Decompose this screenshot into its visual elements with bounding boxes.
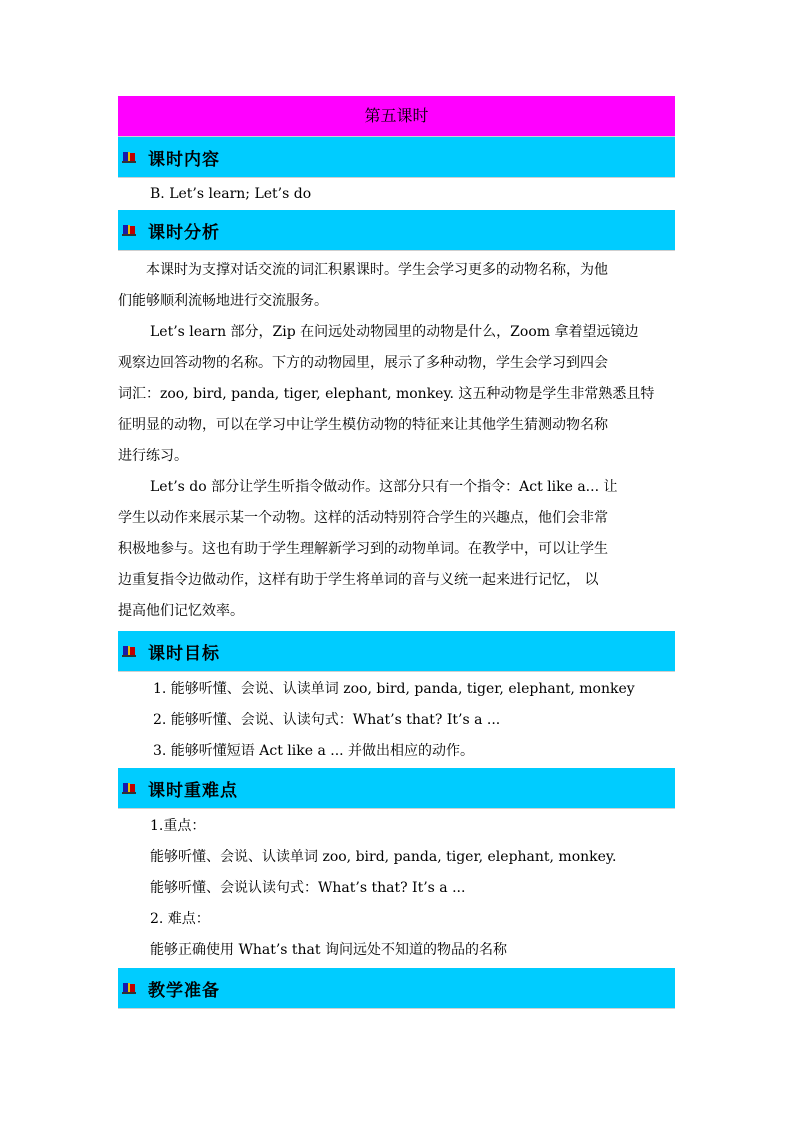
goals-list <box>118 672 675 768</box>
analysis-line: 进行练习。 <box>118 448 188 464</box>
section-header-keypoints <box>118 768 675 809</box>
page-title: 第五课时 <box>118 96 675 137</box>
analysis-line: 积极地参与。这也有助于学生理解新学习到的动物单词。在教学中，可以让学生 <box>118 541 608 557</box>
keypoint-line: 2. 难点： <box>150 911 210 927</box>
keypoint-line: 能够听懂、会说、认读单词 zoo, bird, panda, tiger, elephant, monkey. <box>150 849 617 865</box>
section-title: 课时内容 <box>148 149 220 170</box>
book-stack-icon <box>122 150 136 164</box>
goal-item: 3. 能够听懂短语 Act like a ... 并做出相应的动作。 <box>153 743 475 759</box>
keypoints-list <box>118 809 675 968</box>
section-title: 课时分析 <box>148 222 220 243</box>
analysis-line: 词汇：zoo, bird, panda, tiger, elephant, monkey. 这五种动物是学生非常熟悉且特 <box>118 386 655 402</box>
book-stack-icon <box>122 981 136 995</box>
analysis-line: 边重复指令边做动作，这样有助于学生将单词的音与义统一起来进行记忆， 以 <box>118 572 599 588</box>
section-title: 教学准备 <box>148 980 220 1001</box>
analysis-line: 学生以动作来展示某一个动物。这样的活动特别符合学生的兴趣点，他们会非常 <box>118 510 608 526</box>
section-header-analysis <box>118 210 675 251</box>
section-title: 课时目标 <box>148 643 220 664</box>
section-header-prep <box>118 968 675 1009</box>
keypoint-line: 能够听懂、会说认读句式：What’s that? It’s a ... <box>150 880 466 896</box>
document-page <box>118 96 675 1009</box>
analysis-line: 本课时为支撑对话交流的词汇积累课时。学生会学习更多的动物名称，为他 <box>146 262 608 278</box>
book-stack-icon <box>122 644 136 658</box>
section-header-content <box>118 137 675 178</box>
keypoint-line: 能够正确使用 What’s that 询问远处不知道的物品的名称 <box>150 942 507 958</box>
analysis-line: 观察边回答动物的名称。下方的动物园里，展示了多种动物，学生会学习到四会 <box>118 355 608 371</box>
goal-item: 2. 能够听懂、会说、认读句式：What’s that? It’s a ... <box>153 712 501 728</box>
analysis-line: Let’s do 部分让学生听指令做动作。这部分只有一个指令：Act like a... 让 <box>150 479 618 495</box>
content-line: B. Let’s learn; Let’s do <box>150 186 312 202</box>
book-stack-icon <box>122 781 136 795</box>
analysis-paragraphs <box>118 251 675 631</box>
analysis-line: 征明显的动物，可以在学习中让学生模仿动物的特征来让其他学生猜测动物名称 <box>118 417 608 433</box>
book-stack-icon <box>122 223 136 237</box>
analysis-line: 们能够顺利流畅地进行交流服务。 <box>118 293 328 309</box>
goal-item: 1. 能够听懂、会说、认读单词 zoo, bird, panda, tiger, elephant, monkey <box>153 681 635 697</box>
analysis-line: Let’s learn 部分，Zip 在问远处动物园里的动物是什么，Zoom 拿着望远镜边 <box>150 324 639 340</box>
analysis-line: 提高他们记忆效率。 <box>118 603 244 619</box>
section-title: 课时重难点 <box>148 780 238 801</box>
keypoint-line: 1.重点： <box>150 818 206 834</box>
section-header-goals <box>118 631 675 672</box>
